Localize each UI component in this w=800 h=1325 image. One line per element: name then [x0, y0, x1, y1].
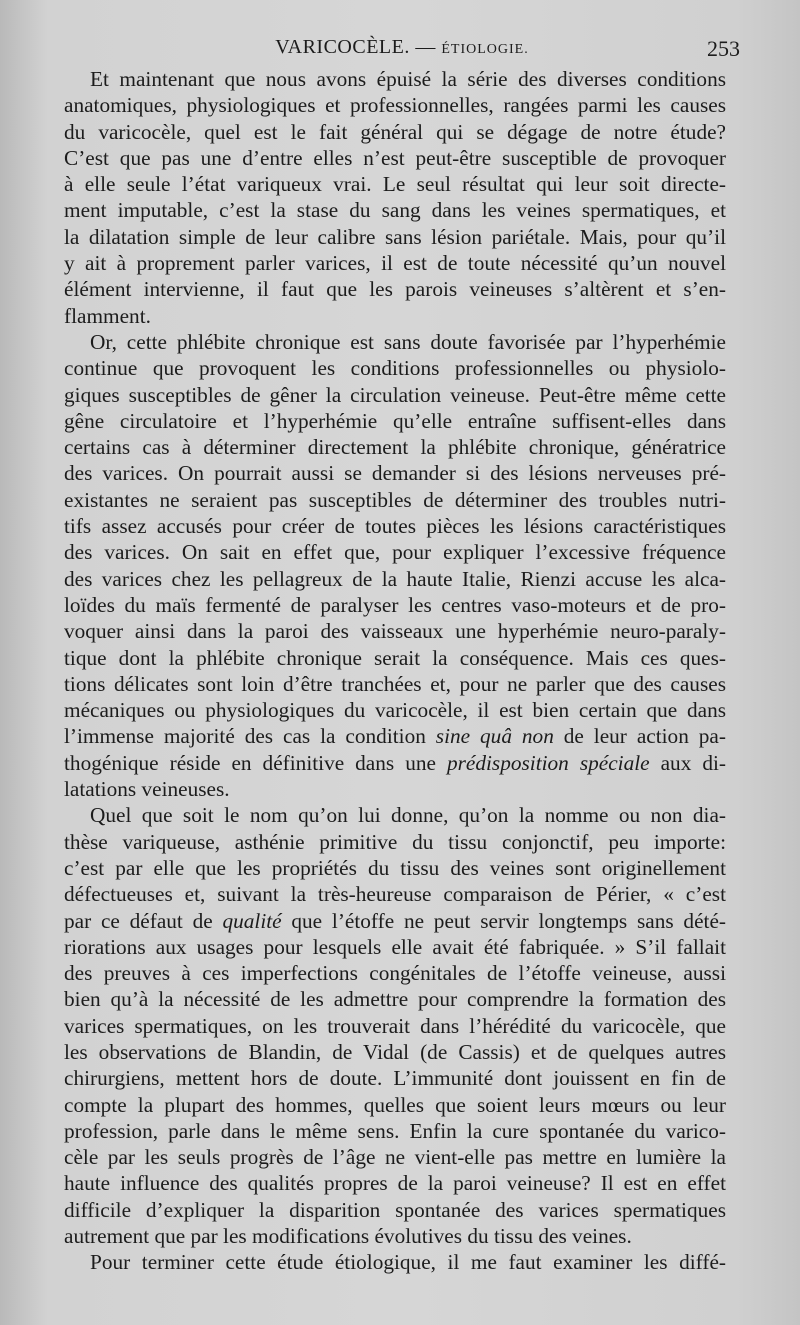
text-line-content: varices spermatiques, on les trouverait dans l’hérédité du varicocèle, que	[64, 1013, 726, 1038]
text-line	[64, 697, 726, 723]
text-line-content: élément intervienne, il faut que les parois veineuses s’altèrent et s’en-	[64, 277, 726, 302]
text-line	[64, 92, 726, 118]
text-line-content: bien qu’à la nécessité de les admettre pour comprendre la formation des	[64, 987, 726, 1012]
text-line-content: chirurgiens, mettent hors de doute. L’immunité dont jouissent en fin de	[64, 1066, 726, 1091]
text-line-content: riorations aux usages pour lesquels elle avait été fabriquée. » S’il fallait	[64, 934, 726, 959]
text-line-content: des varices chez les pellagreux de la haute Italie, Rienzi accuse les alca-	[64, 566, 726, 591]
text-line-content: haute influence des qualités propres de la paroi veineuse? Il est en effet	[64, 1171, 726, 1196]
text-line-content: Quel que soit le nom qu’on lui donne, qu’on la nomme ou non dia-	[90, 803, 726, 828]
text-line	[64, 329, 726, 355]
text-line	[64, 1197, 726, 1223]
italic-phrase: prédisposition spéciale	[446, 750, 650, 775]
text-line-content: c’est par elle que les propriétés du tissu des veines sont originellement	[64, 855, 726, 880]
text-line-content: y ait à proprement parler varices, il est de toute nécessité qu’un nouvel	[64, 251, 726, 276]
text-line-content: tique dont la phlébite chronique serait la conséquence. Mais ces ques-	[64, 645, 726, 670]
text-line	[64, 645, 726, 671]
text-line	[64, 986, 726, 1012]
text-line	[64, 723, 726, 749]
text-line	[64, 802, 726, 828]
text-line	[64, 487, 726, 513]
text-line	[64, 829, 726, 855]
text-line-content: par ce défaut de	[64, 908, 213, 933]
page-header	[64, 36, 740, 66]
text-line	[64, 1249, 726, 1275]
text-line	[64, 145, 726, 171]
text-line-content: cèle par les seuls progrès de l’âge ne vient-elle pas mettre en lumière la	[64, 1145, 726, 1170]
text-line-content: existantes ne seraient pas susceptibles de déterminer des troubles nutri-	[64, 487, 726, 512]
text-line-content: défectueuses et, suivant la très-heureuse comparaison de Périer, « c’est	[64, 882, 726, 907]
text-line-content: tifs assez accusés pour créer de toutes pièces les lésions caractéristiques	[64, 514, 726, 539]
text-line	[64, 1013, 726, 1039]
text-line-content: mécaniques ou physiologiques du varicocèle, il est bien certain que dans	[64, 698, 726, 723]
text-line	[64, 250, 726, 276]
text-line	[64, 671, 726, 697]
text-line	[64, 460, 726, 486]
text-line-content: voquer ainsi dans la paroi des vaisseaux une hyperhémie neuro-paraly-	[64, 619, 726, 644]
text-line-content: thèse variqueuse, asthénie primitive du tissu conjonctif, peu importe:	[64, 829, 726, 854]
text-line-content: gêne circulatoire et l’hyperhémie qu’elle entraîne suffisent-elles dans	[64, 408, 726, 433]
text-line	[64, 934, 726, 960]
text-line-content: profession, parle dans le même sens. Enfin la cure spontanée du varico-	[64, 1118, 726, 1143]
text-line-content: des varices. On sait en effet que, pour expliquer l’excessive fréquence	[64, 540, 726, 565]
text-line	[64, 408, 726, 434]
text-line	[64, 1144, 726, 1170]
text-line	[64, 881, 726, 907]
text-line-content: Or, cette phlébite chronique est sans doute favorisée par l’hyperhémie	[90, 329, 726, 354]
text-line-content: la dilatation simple de leur calibre sans lésion pariétale. Mais, pour qu’il	[64, 224, 726, 249]
text-line-content: autrement que par les modifications évolutives du tissu des veines.	[64, 1224, 632, 1249]
text-line-content: compte la plupart des hommes, quelles que soient leurs mœurs ou leur	[64, 1092, 726, 1117]
text-line	[64, 855, 726, 881]
text-line	[64, 434, 726, 460]
text-line-continuation: de leur action pa-	[553, 724, 726, 749]
text-line	[64, 276, 726, 302]
text-line	[64, 382, 726, 408]
text-line	[64, 592, 726, 618]
text-line-content: à elle seule l’état variqueux vrai. Le seul résultat qui leur soit directe-	[64, 172, 726, 197]
text-line	[64, 355, 726, 381]
body-text	[64, 66, 726, 1276]
text-line	[64, 750, 726, 776]
text-line-content: continue que provoquent les conditions professionnelles ou physiolo-	[64, 356, 726, 381]
text-line	[64, 303, 726, 329]
text-line-content: des varices. On pourrait aussi se demander si des lésions nerveuses pré-	[64, 461, 726, 486]
text-line-content: du varicocèle, quel est le fait général qui se dégage de notre étude?	[64, 119, 726, 144]
text-line-content: des preuves à ces imperfections congénitales de l’étoffe veineuse, aussi	[64, 961, 726, 986]
text-line-content: les observations de Blandin, de Vidal (de Cassis) et de quelques autres	[64, 1039, 726, 1064]
text-line-content: tions délicates sont loin d’être tranchées et, pour ne parler que des causes	[64, 671, 726, 696]
text-line	[64, 1118, 726, 1144]
running-head	[64, 36, 740, 59]
running-head-title: VARICOCÈLE. —	[275, 36, 442, 58]
text-line	[64, 539, 726, 565]
text-line-continuation: que l’étoffe ne peut servir longtemps sans dété-	[281, 908, 726, 933]
text-line	[64, 776, 726, 802]
text-line-content: ment imputable, c’est la stase du sang dans les veines spermatiques, et	[64, 198, 726, 223]
text-line	[64, 1065, 726, 1091]
text-line-content: l’immense majorité des cas la condition	[64, 724, 426, 749]
text-line-content: flamment.	[64, 303, 151, 328]
text-line-content: loïdes du maïs fermenté de paralyser les centres vaso-moteurs et de pro-	[64, 592, 726, 617]
text-line	[64, 1092, 726, 1118]
text-line-continuation: aux di-	[649, 750, 727, 775]
text-line-content: thogénique réside en définitive dans une	[64, 750, 436, 775]
text-line	[64, 1039, 726, 1065]
text-line	[64, 566, 726, 592]
text-line	[64, 171, 726, 197]
running-head-subtitle: ÉTIOLOGIE.	[441, 42, 529, 57]
text-line-content: anatomiques, physiologiques et professionnelles, rangées parmi les causes	[64, 93, 726, 118]
text-line	[64, 197, 726, 223]
text-line	[64, 960, 726, 986]
text-line-content: C’est que pas une d’entre elles n’est peut-être susceptible de provoquer	[64, 145, 726, 170]
text-line-content: difficile d’expliquer la disparition spontanée des varices spermatiques	[64, 1197, 726, 1222]
text-line	[64, 66, 726, 92]
text-line-content: Et maintenant que nous avons épuisé la série des diverses conditions	[90, 67, 726, 91]
text-line-content: Pour terminer cette étude étiologique, il me faut examiner les diffé-	[90, 1250, 726, 1275]
text-line-content: latations veineuses.	[64, 777, 230, 802]
text-line	[64, 1170, 726, 1196]
text-line	[64, 513, 726, 539]
text-line	[64, 119, 726, 145]
text-line	[64, 618, 726, 644]
text-line	[64, 1223, 726, 1249]
page-number: 253	[707, 36, 740, 61]
text-line	[64, 224, 726, 250]
text-line-content: certains cas à déterminer directement la phlébite chronique, génératrice	[64, 435, 726, 460]
italic-phrase: sine quâ non	[435, 724, 554, 749]
text-line-content: giques susceptibles de gêner la circulation veineuse. Peut-être même cette	[64, 382, 726, 407]
italic-phrase: qualité	[222, 908, 282, 933]
text-line	[64, 908, 726, 934]
